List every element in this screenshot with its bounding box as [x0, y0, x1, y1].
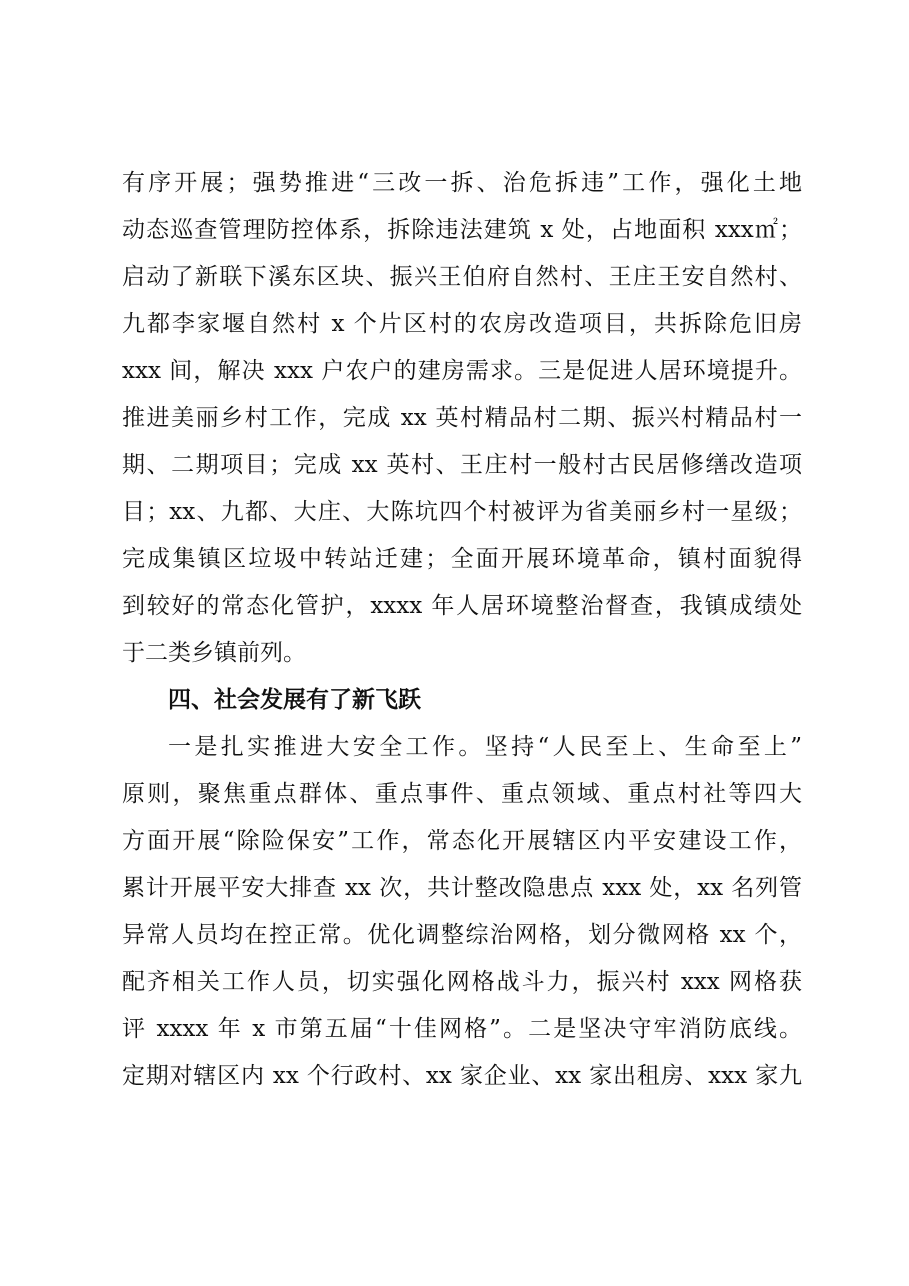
- text-line: 到较好的常态化管护，xxxx 年人居环境整治督查，我镇成绩处: [122, 593, 802, 619]
- text-line: 原则，聚焦重点群体、重点事件、重点领域、重点村社等四大: [122, 781, 802, 807]
- section-heading: 四、社会发展有了新飞跃: [168, 687, 421, 713]
- text-line: 一是扎实推进大安全工作。坚持“人民至上、生命至上”: [168, 734, 802, 760]
- text-line: 于二类乡镇前列。: [122, 640, 306, 666]
- paragraph-environment: [122, 160, 802, 677]
- text-line: 配齐相关工作人员，切实强化网格战斗力，振兴村 xxx 网格获: [122, 969, 802, 995]
- text-line: 期、二期项目；完成 xx 英村、王庄村一般村古民居修缮改造项: [122, 452, 802, 478]
- text-line: 定期对辖区内 xx 个行政村、xx 家企业、xx 家出租房、xxx 家九: [122, 1063, 802, 1089]
- document-body: [122, 160, 802, 1100]
- text-line: 启动了新联下溪东区块、振兴王伯府自然村、王庄王安自然村、: [122, 264, 802, 290]
- text-line: 评 xxxx 年 x 市第五届“十佳网格”。二是坚决守牢消防底线。: [122, 1016, 802, 1042]
- text-line: 异常人员均在控正常。优化调整综治网格，划分微网格 xx 个，: [122, 922, 802, 948]
- text-line: 完成集镇区垃圾中转站迁建；全面开展环境革命，镇村面貌得: [122, 546, 802, 572]
- text-line: 目；xx、九都、大庄、大陈坑四个村被评为省美丽乡村一星级；: [122, 499, 802, 525]
- text-line: xxx 间，解决 xxx 户农户的建房需求。三是促进人居环境提升。: [122, 358, 802, 384]
- text-line: 推进美丽乡村工作，完成 xx 英村精品村二期、振兴村精品村一: [122, 405, 802, 431]
- text-line: 累计开展平安大排查 xx 次，共计整改隐患点 xxx 处，xx 名列管: [122, 875, 802, 901]
- paragraph-social-development: [122, 724, 802, 1100]
- text-line: 方面开展“除险保安”工作，常态化开展辖区内平安建设工作，: [122, 828, 802, 854]
- text-line: 动态巡查管理防控体系，拆除违法建筑 x 处，占地面积 xxx㎡；: [122, 217, 802, 243]
- text-line: 九都李家堰自然村 x 个片区村的农房改造项目，共拆除危旧房: [122, 311, 802, 337]
- text-line: 有序开展；强势推进“三改一拆、治危拆违”工作，强化土地: [122, 170, 802, 196]
